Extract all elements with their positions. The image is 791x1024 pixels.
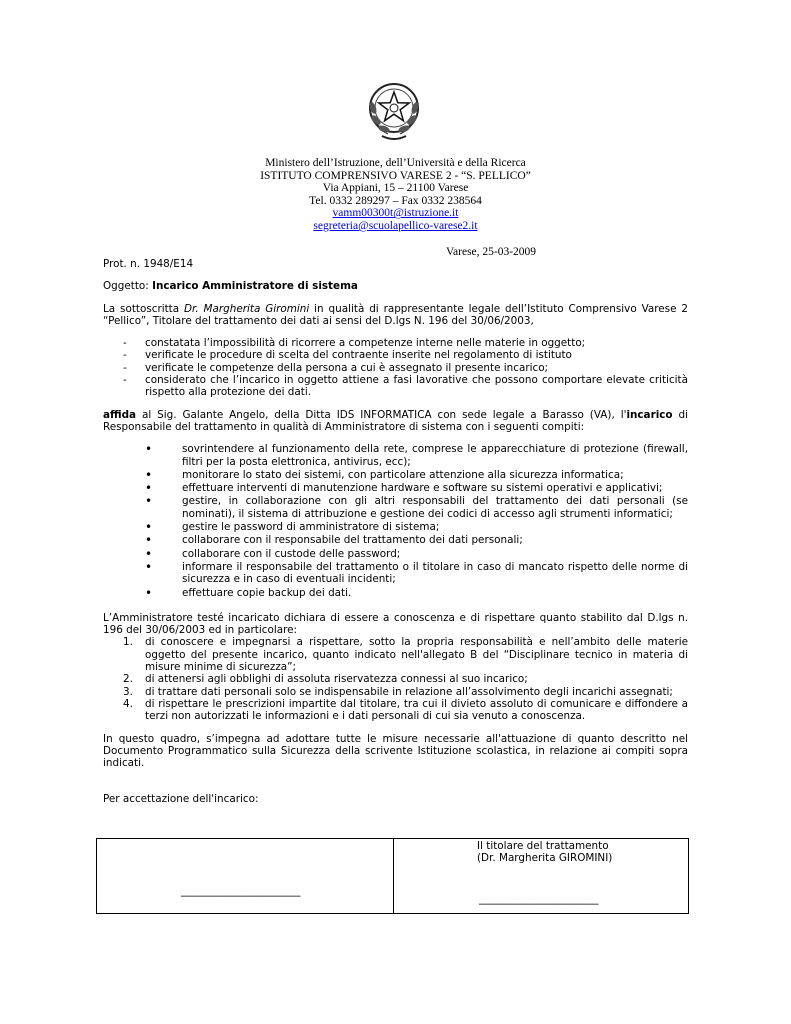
affida-text2: di Responsabile del trattamento in qualità di Amministratore di sistema con i seguenti compiti:: [103, 408, 688, 433]
owner-title: Il titolare del trattamento: [477, 840, 609, 852]
acceptance-label: Per accettazione dell'incarico:: [103, 793, 259, 806]
owner-signature-block: [477, 840, 612, 865]
list-item: • gestire le password di amministratore di sistema;: [103, 521, 688, 533]
list-item: • monitorare lo stato dei sistemi, con particolare attenzione alla sicurezza informatica;: [103, 469, 688, 481]
item-text: di rispettare le prescrizioni impartite dal titolare, tra cui il divieto assoluto di comunicare e diffondere a terzi non autorizzati le informazioni e i dati personali di cui sia venuto a conoscenza.: [145, 697, 688, 723]
incarico-word: incarico: [626, 408, 673, 421]
list-item: - constatata l’impossibilità di ricorrere a competenze interne nelle materie in oggetto;: [103, 337, 688, 349]
list-item: [103, 686, 688, 698]
list-item: [103, 636, 688, 673]
italian-republic-emblem-icon: [364, 78, 424, 144]
protocol-number: Prot. n. 1948/E14: [103, 258, 194, 270]
intro-post: in qualità di rappresentante legale dell’Istituto Comprensivo Varese 2 “Pellico”, Titolare del trattamento dei dati ai sensi del D.lgs N. 196 del 30/06/2003,: [103, 302, 688, 327]
school-address: Via Appiani, 15 – 21100 Varese: [322, 182, 469, 195]
table-divider: [393, 839, 394, 913]
list-item: • sovrintendere al funzionamento della rete, comprese le apparecchiature di protezione (firewall, filtri per la posta elettronica, antivirus, ecc);: [103, 443, 688, 468]
email-link-istruzione[interactable]: vamm00300t@istruzione.it: [332, 207, 459, 220]
item-text: di conoscere e impegnarsi a rispettare, sotto la propria responsabilità e nell’ambito delle materie oggetto del presente incarico, quanto indicato nell'allegato B del “Disciplinare tecnico in materia di misure minime di sicurezza”;: [145, 636, 688, 674]
considerations-list: [103, 337, 688, 398]
subject-line: [103, 280, 688, 292]
list-item: • collaborare con il responsabile del trattamento dei dati personali;: [103, 534, 688, 546]
item-text: di trattare dati personali solo se indispensabile in relazione all’assolvimento degli incarichi assegnati;: [145, 685, 673, 698]
tasks-list: [103, 443, 688, 599]
intro-name: Dr. Margherita Giromini: [184, 302, 310, 315]
list-item: - verificate le competenze della persona a cui è assegnato il presente incarico;: [103, 362, 688, 374]
list-item: - considerato che l’incarico in oggetto attiene a fasi lavorative che possono comportare elevate criticità rispetto alla protezione dei dati.: [103, 374, 688, 399]
school-name: ISTITUTO COMPRENSIVO VARESE 2 - “S. PELLICO”: [260, 169, 531, 182]
list-item: • gestire, in collaborazione con gli altri responsabili del trattamento dei dati personali (se nominati), il sistema di attribuzione e gestione dei codici di accesso agli strumenti informatici;: [103, 495, 688, 520]
affida-text1: al Sig. Galante Angelo, della Ditta IDS INFORMATICA con sede legale a Barasso (VA), l': [136, 408, 627, 421]
document-date: Varese, 25-03-2009: [446, 246, 537, 258]
closing-paragraph: In questo quadro, s’impegna ad adottare tutte le misure necessarie all'attuazione di quanto descritto nel Documento Programmatico sulla Sicurezza della scrivente Istituzione scolastica, in relazione ai compiti sopra indicati.: [103, 732, 688, 770]
ministry-line: Ministero dell’Istruzione, dell’Università e della Ricerca: [265, 157, 526, 169]
signature-line-employee: _______________________: [181, 885, 301, 897]
item-number: 4.: [123, 697, 133, 710]
list-item: • effettuare interventi di manutenzione hardware e software su sistemi operativi e applicativi;: [103, 482, 688, 494]
subject-label: Oggetto:: [103, 280, 153, 293]
email-link-segreteria[interactable]: segreteria@scuolapellico-varese2.it: [313, 219, 478, 232]
signature-table: [96, 838, 689, 914]
list-item: [103, 673, 688, 685]
owner-name: (Dr. Margherita GIROMINI): [477, 852, 613, 865]
assignment-paragraph: [103, 409, 688, 434]
intro-paragraph: [103, 303, 688, 328]
school-phone: Tel. 0332 289297 – Fax 0332 238564: [309, 194, 482, 207]
document-body: [103, 258, 688, 806]
list-item: • informare il responsabile del trattamento o il titolare in caso di mancato rispetto delle norme di sicurezza e in caso di eventuali incidenti;: [103, 561, 688, 586]
obligations-list: [103, 636, 688, 722]
item-text: di attenersi agli obblighi di assoluta riservatezza connessi al suo incarico;: [145, 673, 528, 686]
item-number: 1.: [123, 636, 133, 649]
intro-pre: La sottoscritta: [103, 302, 185, 315]
admin-declaration: L’Amministratore testé incaricato dichiara di essere a conoscenza e di rispettare quanto stabilito dal D.lgs n. 196 del 30/06/2003 ed in particolare:: [103, 611, 688, 637]
item-number: 3.: [123, 685, 133, 698]
item-number: 2.: [123, 673, 133, 686]
institution-header: [0, 157, 791, 233]
affida-word: affida: [103, 408, 137, 421]
list-item: • effettuare copie backup dei dati.: [103, 587, 688, 599]
subject-text: Incarico Amministratore di sistema: [152, 280, 358, 293]
list-item: • collaborare con il custode delle password;: [103, 548, 688, 560]
list-item: [103, 698, 688, 723]
signature-line-owner: _______________________: [479, 893, 599, 905]
list-item: - verificate le procedure di scelta del contraente inserite nel regolamento di istituto: [103, 349, 688, 361]
